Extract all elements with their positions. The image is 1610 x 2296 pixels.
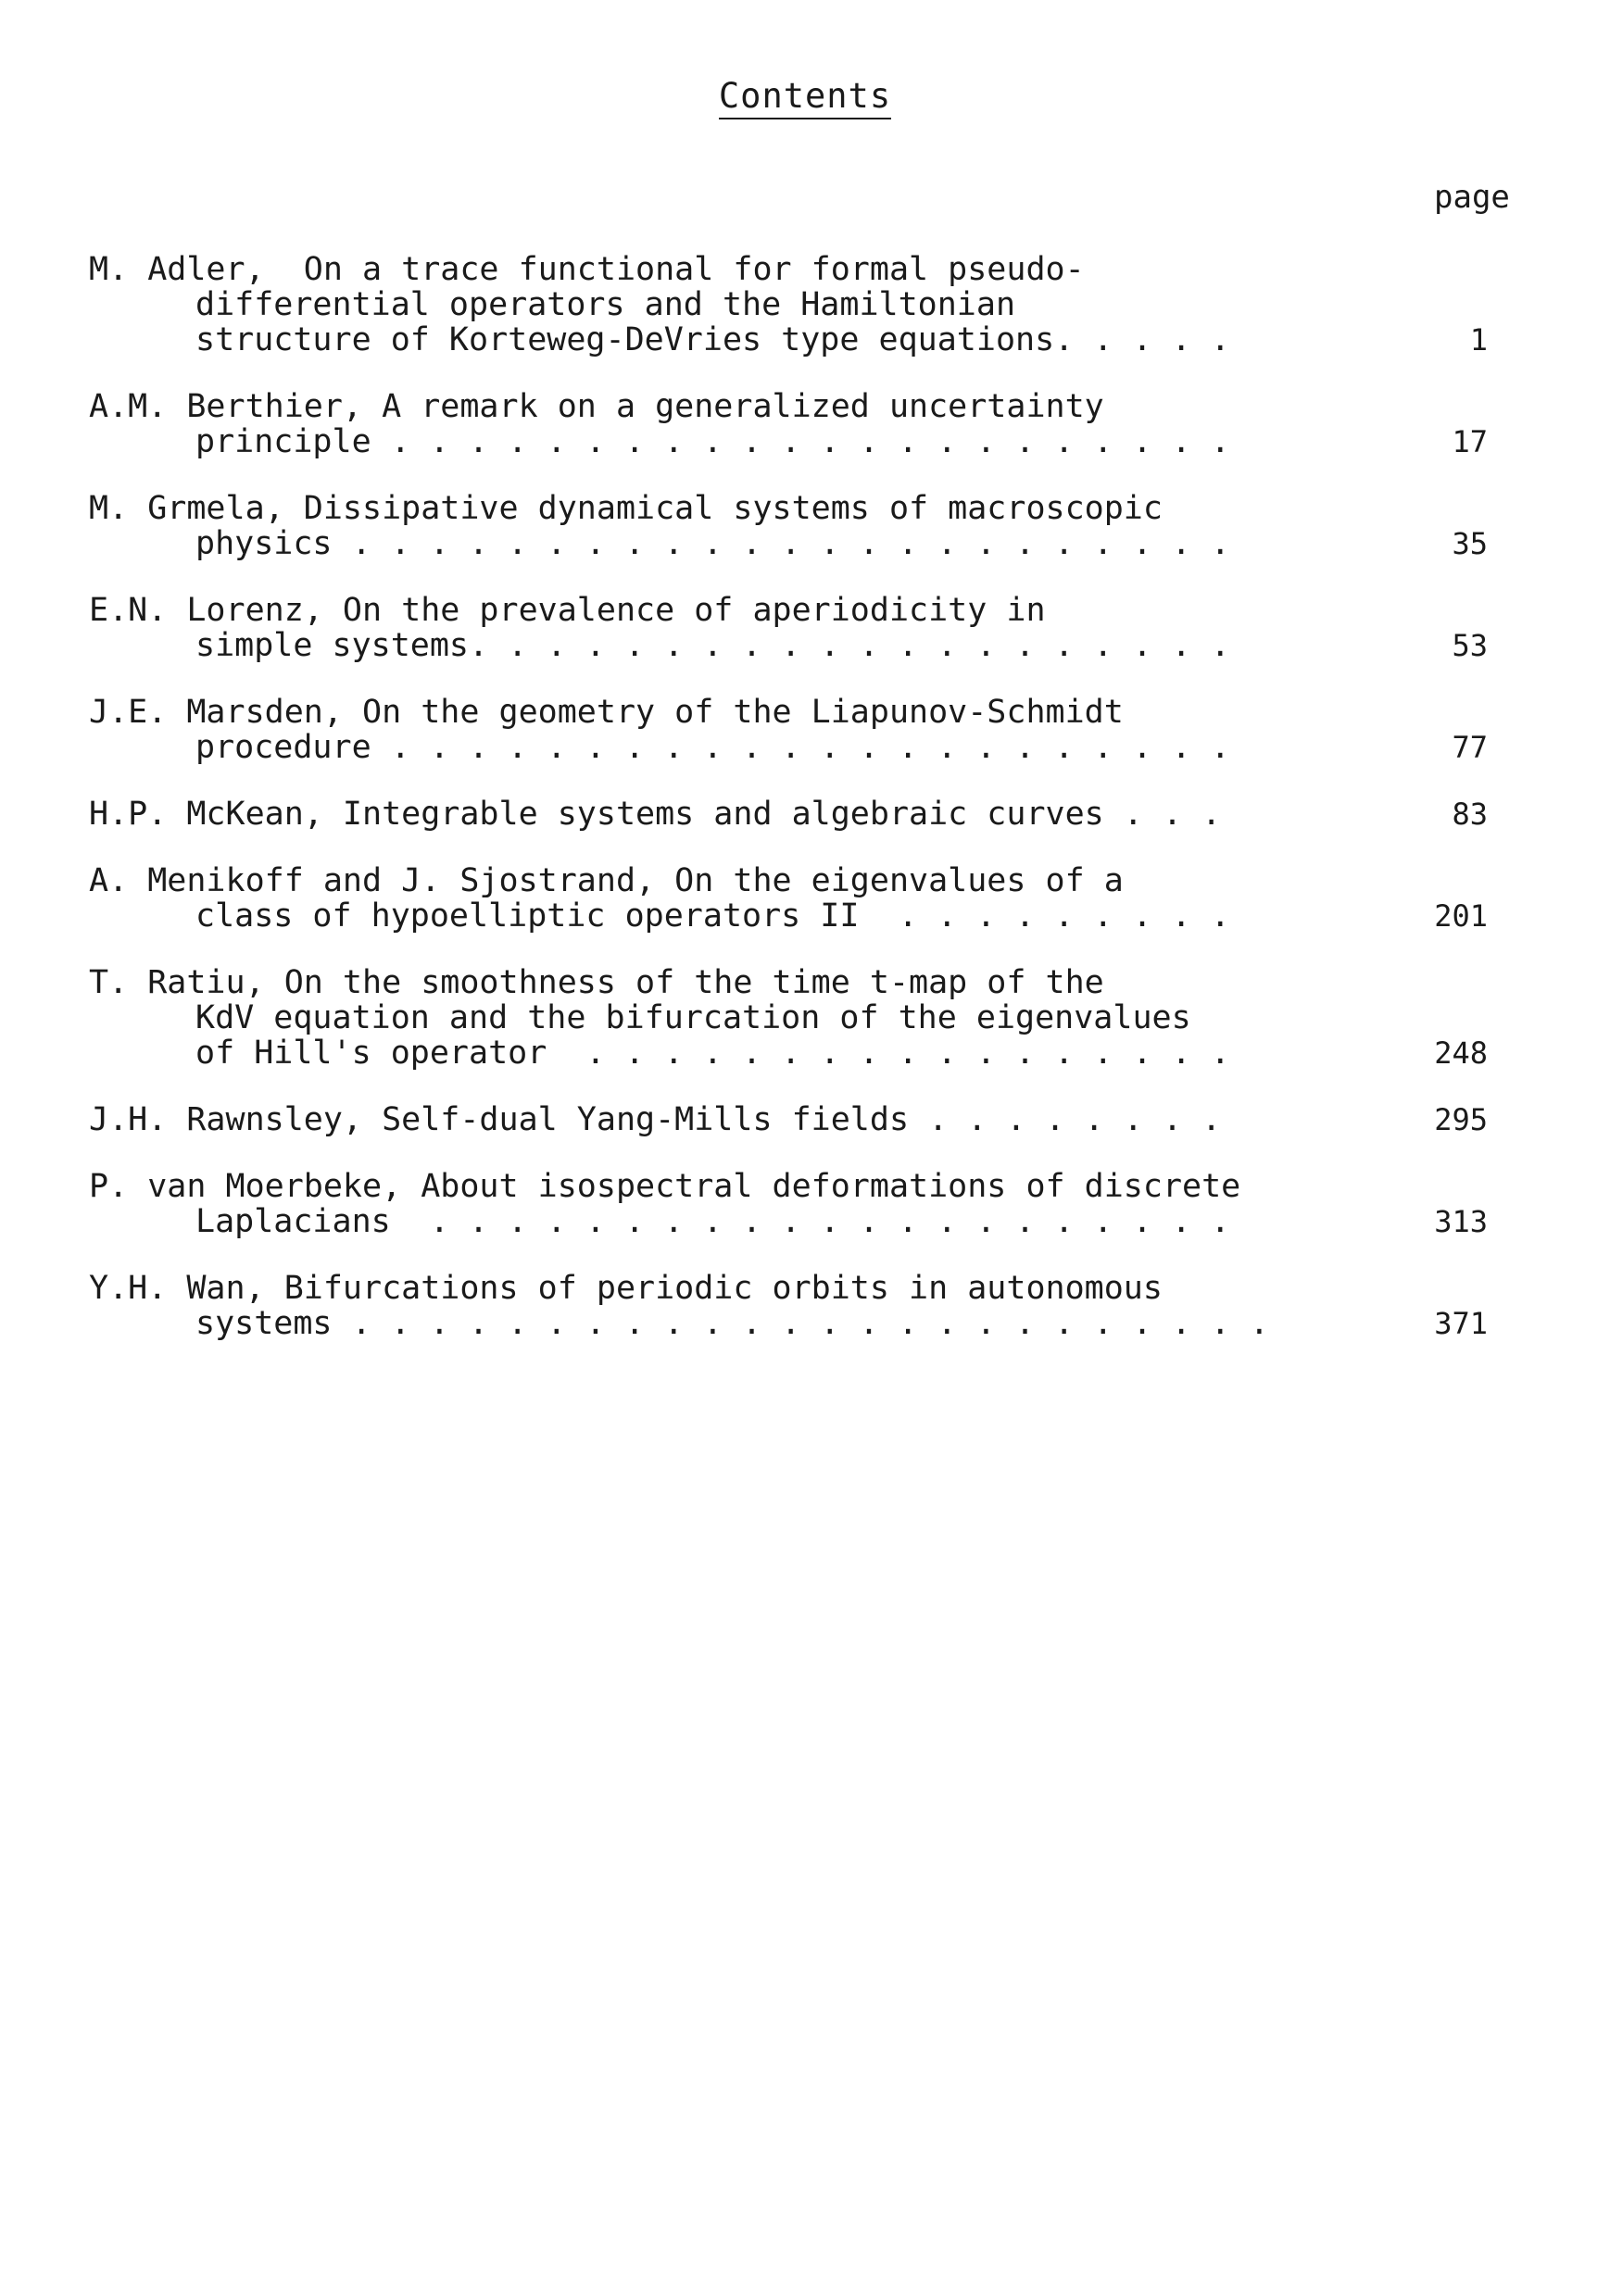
toc-entry-page-number: 371 xyxy=(1434,1306,1488,1341)
toc-entry-page-number: 248 xyxy=(1434,1035,1488,1071)
toc-entry-line: E.N. Lorenz, On the prevalence of aperiodicity in xyxy=(89,592,1046,629)
page-title: Contents xyxy=(0,76,1610,116)
toc-entry-line: of Hill's operator . . . . . . . . . . . . . . . . . xyxy=(195,1035,1230,1072)
toc-entry-page-number: 17 xyxy=(1452,424,1488,459)
toc-entry-page-number: 35 xyxy=(1452,526,1488,561)
toc-entry-adler xyxy=(89,252,1534,358)
toc-entry-wan xyxy=(89,1271,1534,1341)
toc-entry-page-number: 313 xyxy=(1434,1204,1488,1239)
toc-entry-lorenz xyxy=(89,593,1534,663)
toc-entry-grmela xyxy=(89,491,1534,561)
toc-entry-line: procedure . . . . . . . . . . . . . . . . . . . . . . xyxy=(195,729,1230,766)
toc-entry-line: J.E. Marsden, On the geometry of the Liapunov-Schmidt xyxy=(89,694,1124,731)
toc-entry-rawnsley xyxy=(89,1102,1534,1137)
toc-entry-line: M. Grmela, Dissipative dynamical systems of macroscopic xyxy=(89,490,1163,527)
table-of-contents xyxy=(89,252,1534,1373)
toc-entry-line: H.P. McKean, Integrable systems and algebraic curves . . . xyxy=(89,796,1222,833)
toc-entry-line: simple systems. . . . . . . . . . . . . . . . . . . . xyxy=(195,627,1230,664)
toc-entry-line: systems . . . . . . . . . . . . . . . . . . . . . . . . xyxy=(195,1305,1269,1342)
toc-entry-menikoff-sjostrand xyxy=(89,863,1534,934)
toc-entry-page-number: 1 xyxy=(1469,322,1488,358)
toc-entry-line: A.M. Berthier, A remark on a generalized uncertainty xyxy=(89,388,1104,425)
toc-entry-van-moerbeke xyxy=(89,1169,1534,1239)
page-column-heading: page xyxy=(1434,179,1510,216)
toc-entry-line: structure of Korteweg-DeVries type equations. . . . . xyxy=(195,321,1230,358)
toc-entry-line: M. Adler, On a trace functional for formal pseudo- xyxy=(89,251,1085,288)
toc-entry-line: T. Ratiu, On the smoothness of the time t-map of the xyxy=(89,964,1104,1001)
toc-entry-ratiu xyxy=(89,965,1534,1071)
toc-entry-line: P. van Moerbeke, About isospectral deformations of discrete xyxy=(89,1168,1241,1205)
toc-entry-berthier xyxy=(89,389,1534,459)
toc-entry-marsden xyxy=(89,695,1534,765)
toc-entry-line: Y.H. Wan, Bifurcations of periodic orbits in autonomous xyxy=(89,1270,1163,1307)
toc-entry-line: differential operators and the Hamiltonian xyxy=(195,286,1016,323)
toc-entry-line: Laplacians . . . . . . . . . . . . . . . . . . . . . xyxy=(195,1203,1230,1240)
toc-entry-mckean xyxy=(89,797,1534,832)
toc-entry-page-number: 83 xyxy=(1452,797,1488,832)
toc-entry-line: class of hypoelliptic operators II . . . . . . . . . xyxy=(195,897,1230,935)
toc-entry-page-number: 53 xyxy=(1452,628,1488,663)
toc-entry-line: KdV equation and the bifurcation of the eigenvalues xyxy=(195,999,1191,1036)
toc-entry-line: principle . . . . . . . . . . . . . . . . . . . . . . xyxy=(195,423,1230,460)
toc-entry-page-number: 295 xyxy=(1434,1102,1488,1137)
toc-entry-page-number: 201 xyxy=(1434,898,1488,934)
toc-entry-line: J.H. Rawnsley, Self-dual Yang-Mills fields . . . . . . . . xyxy=(89,1101,1222,1138)
toc-entry-line: physics . . . . . . . . . . . . . . . . . . . . . . . xyxy=(195,525,1230,562)
toc-entry-page-number: 77 xyxy=(1452,730,1488,765)
toc-entry-line: A. Menikoff and J. Sjostrand, On the eigenvalues of a xyxy=(89,862,1124,899)
